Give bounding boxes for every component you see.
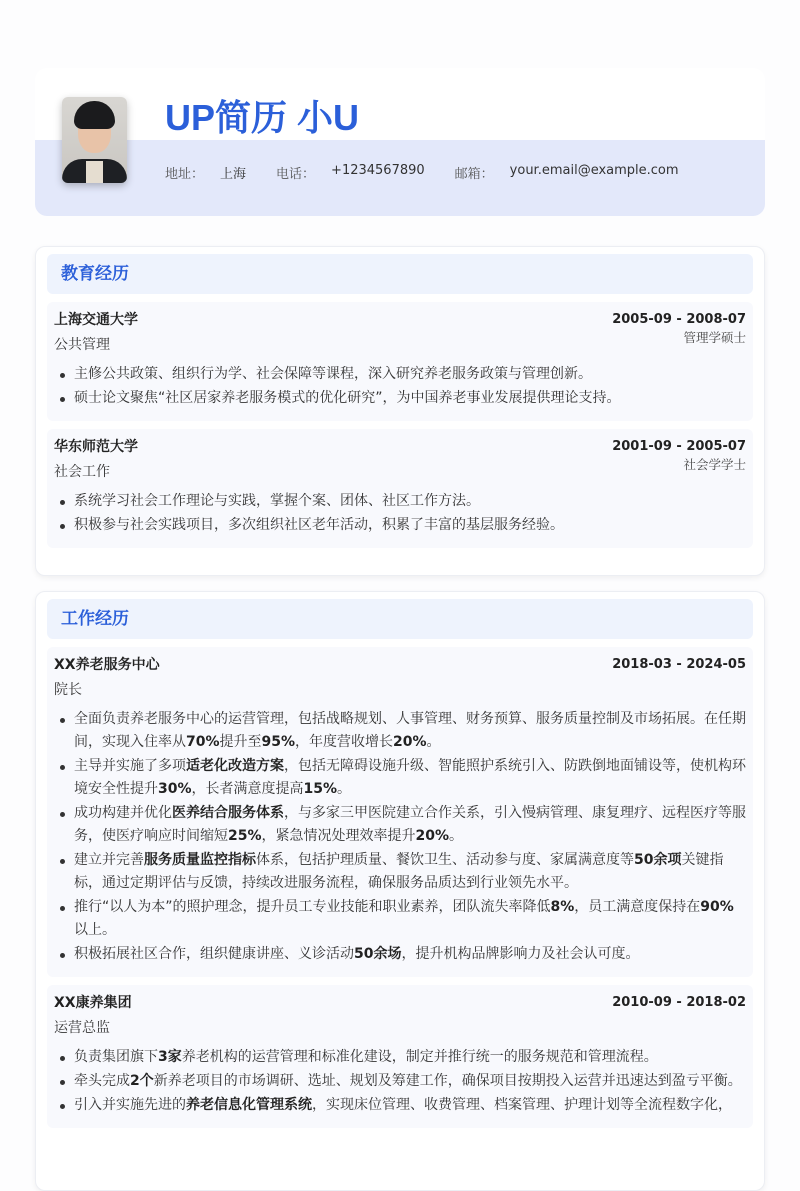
bullet-item (54, 490, 746, 513)
address-label: 地址： (165, 167, 205, 182)
organization-name: 上海交通大学 (54, 312, 138, 328)
date-range: 2005-09 - 2008-07 (612, 312, 746, 327)
bullet-item (54, 755, 746, 801)
bullet-list (54, 708, 746, 966)
education-section (35, 246, 765, 576)
bullet-text: ，实现床位管理、收费管理、档案管理、护理计划等全流程数字化， (312, 1097, 732, 1113)
bullet-text: 。 (449, 828, 464, 844)
phone-value: +1234567890 (331, 163, 425, 178)
entry-item (47, 429, 753, 548)
role-title: 运营总监 (54, 1020, 110, 1036)
date-range: 2018-03 - 2024-05 (612, 657, 746, 672)
contact-info (165, 163, 709, 182)
bullet-text: 负责集团旗下 (74, 1049, 158, 1065)
date-range: 2001-09 - 2005-07 (612, 439, 746, 454)
bullet-text: 养老机构的运营管理和标准化建设，制定并推行统一的服务规范和管理流程。 (181, 1049, 658, 1065)
bullet-text: 积极参与社会实践项目，多次组织社区老年活动，积累了丰富的基层服务经验。 (74, 517, 564, 533)
highlight-text: 8% (550, 899, 575, 915)
phone-label: 电话： (276, 167, 316, 182)
work-section (35, 591, 765, 1191)
bullet-text: 建立并完善 (74, 852, 144, 868)
bullet-text: 全面负责养老服务中心的运营管理，包括战略规划、人事管理、财务预算、服务质量控制及市场拓展。在任期间，实现入住率从 (74, 711, 746, 750)
highlight-text: 养老信息化管理系统 (186, 1097, 312, 1113)
highlight-text: 25% (228, 828, 262, 844)
degree: 社会学学士 (683, 457, 746, 472)
organization-name: 华东师范大学 (54, 439, 138, 455)
resume-header (35, 68, 765, 216)
bullet-text: 体系，包括护理质量、餐饮卫生、活动参与度、家属满意度等 (256, 852, 634, 868)
bullet-text: 主修公共政策、组织行为学、社会保障等课程，深入研究养老服务政策与管理创新。 (74, 366, 592, 382)
bullet-item (54, 1094, 746, 1117)
email-label: 邮箱： (454, 167, 494, 182)
bullet-item (54, 849, 746, 895)
bullet-text: 提升至 (219, 734, 262, 750)
role-title: 院长 (54, 682, 82, 698)
highlight-text: 服务质量监控指标 (144, 852, 256, 868)
bullet-item (54, 387, 746, 410)
highlight-text: 50余项 (634, 852, 682, 868)
bullet-list (54, 1046, 746, 1117)
bullet-text: ，包括无障碍设施升级、智能照护系统引入、防跌倒地面铺设等，使机构环境安全性提升 (74, 758, 746, 797)
role-title: 社会工作 (54, 464, 110, 480)
bullet-text: 新养老项目的市场调研、选址、规划及筹建工作，确保项目按期投入运营并迅速达到盈亏平衡。 (153, 1073, 742, 1089)
organization-name: XX养老服务中心 (54, 657, 160, 673)
bullet-text: 主导并实施了多项 (74, 758, 186, 774)
bullet-text: ，与多家三甲医院建立合作关系，引入慢病管理、康复理疗、远程医疗等服务，使医疗响应时间缩短 (74, 805, 746, 844)
bullet-item (54, 1070, 746, 1093)
bullet-text: ，年度营收增长 (295, 734, 394, 750)
bullet-text: ，员工满意度保持在 (574, 899, 701, 915)
bullet-text: 关键指标，通过定期评估与反馈，持续改进服务流程，确保服务品质达到行业领先水平。 (74, 852, 724, 891)
bullet-list (54, 490, 746, 537)
organization-name: XX康养集团 (54, 995, 132, 1011)
highlight-text: 30% (158, 781, 192, 797)
bullet-text: 牵头完成 (74, 1073, 130, 1089)
bullet-item (54, 1046, 746, 1069)
bullet-item (54, 943, 746, 966)
entry-item (47, 985, 753, 1128)
candidate-name: UP简历 小U (165, 97, 360, 138)
bullet-text: 。 (426, 734, 441, 750)
highlight-text: 95% (261, 734, 296, 750)
highlight-text: 3家 (158, 1049, 182, 1065)
highlight-text: 70% (186, 734, 220, 750)
highlight-text: 20% (393, 734, 427, 750)
bullet-text: ，长者满意度提高 (191, 781, 304, 797)
entry-item (47, 647, 753, 977)
profile-photo (62, 97, 127, 183)
highlight-text: 20% (415, 828, 450, 844)
highlight-text: 15% (303, 781, 338, 797)
entry-item (47, 302, 753, 421)
email-value: your.email@example.com (509, 163, 679, 178)
bullet-text: 成功构建并优化 (74, 805, 172, 821)
bullet-text: ，提升机构品牌影响力及社会认可度。 (401, 946, 640, 962)
highlight-text: 90% (700, 899, 734, 915)
highlight-text: 50余场 (354, 946, 402, 962)
bullet-item (54, 708, 746, 754)
bullet-text: 积极拓展社区合作，组织健康讲座、义诊活动 (74, 946, 354, 962)
role-title: 公共管理 (54, 337, 110, 353)
bullet-item (54, 363, 746, 386)
highlight-text: 适老化改造方案 (186, 758, 284, 774)
bullet-list (54, 363, 746, 410)
bullet-text: 引入并实施先进的 (74, 1097, 186, 1113)
address-value: 上海 (220, 167, 247, 182)
highlight-text: 医养结合服务体系 (172, 805, 284, 821)
degree: 管理学硕士 (683, 330, 746, 345)
bullet-item (54, 802, 746, 848)
highlight-text: 2个 (130, 1073, 154, 1089)
section-title: 教育经历 (47, 254, 753, 294)
bullet-item (54, 514, 746, 537)
bullet-text: ，紧急情况处理效率提升 (261, 828, 416, 844)
bullet-text: 硕士论文聚焦“社区居家养老服务模式的优化研究”，为中国养老事业发展提供理论支持。 (74, 390, 621, 406)
bullet-item (54, 896, 746, 942)
section-title: 工作经历 (47, 599, 753, 639)
bullet-text: 系统学习社会工作理论与实践，掌握个案、团体、社区工作方法。 (74, 493, 480, 509)
date-range: 2010-09 - 2018-02 (612, 995, 746, 1010)
bullet-text: 。 (337, 781, 352, 797)
bullet-text: 以上。 (74, 922, 116, 938)
bullet-text: 推行“以人为本”的照护理念，提升员工专业技能和职业素养，团队流失率降低 (74, 899, 551, 915)
